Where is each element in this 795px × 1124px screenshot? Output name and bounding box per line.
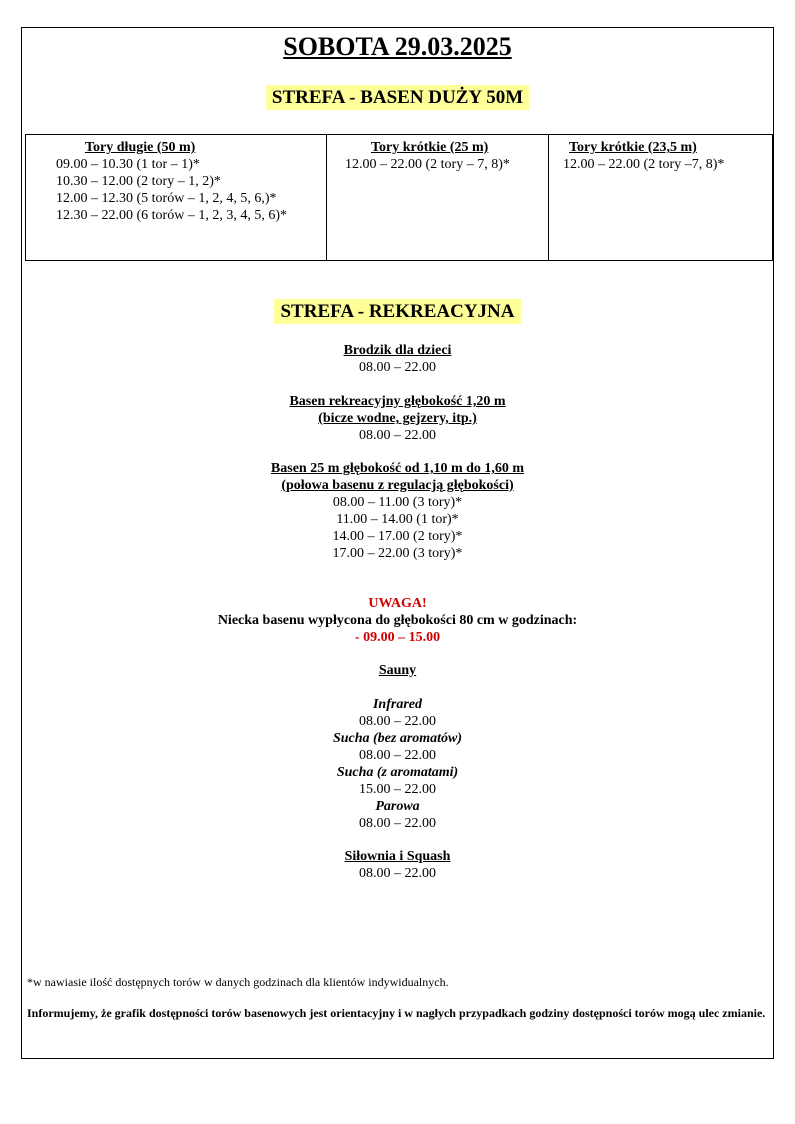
sauna-hours: 08.00 – 22.00: [359, 816, 436, 831]
info-note: Informujemy, że grafik dostępności torów basenowych jest orientacyjny i w nagłych przypadkach godziny dostępności torów mogą ulec zmianie.: [27, 1006, 766, 1020]
pool25-subtitle: (połowa basenu z regulacją głębokości): [281, 478, 514, 493]
gym-title: Siłownia i Squash: [344, 849, 451, 864]
gym-hours: 08.00 – 22.00: [359, 866, 436, 881]
lanes-column-short-25: [326, 135, 548, 260]
gym-section: [0, 848, 795, 882]
lane-row: 12.00 – 22.00 (2 tory –7, 8)*: [563, 157, 725, 172]
sauna-name: Infrared: [372, 697, 422, 712]
sauna-hours: 08.00 – 22.00: [359, 714, 436, 729]
notice-label: UWAGA!: [368, 596, 427, 611]
lane-row: 12.00 – 22.00 (2 tory – 7, 8)*: [345, 157, 510, 172]
pool25-section: [0, 460, 795, 562]
column-header: Tory długie (50 m): [85, 140, 196, 155]
saunas-title: Sauny: [378, 663, 417, 678]
lanes-column-short-23-5: [548, 135, 772, 260]
saunas-section: [0, 662, 795, 832]
page-title: SOBOTA 29.03.2025: [283, 32, 512, 61]
pool25-row: 17.00 – 22.00 (3 tory)*: [332, 546, 463, 561]
footnote: *w nawiasie ilość dostępnych torów w danych godzinach dla klientów indywidualnych.: [27, 975, 449, 989]
notice-text: Niecka basenu wypłycona do głębokości 80 cm w godzinach:: [217, 613, 578, 628]
zone-recreation-heading: STREFA - REKREACYJNA: [0, 301, 795, 323]
lane-row: 09.00 – 10.30 (1 tor – 1)*: [56, 157, 200, 172]
kids-pool-hours: 08.00 – 22.00: [359, 360, 436, 375]
pool25-row: 14.00 – 17.00 (2 tory)*: [332, 529, 463, 544]
pool25-title: Basen 25 m głębokość od 1,10 m do 1,60 m: [270, 461, 525, 476]
lanes-column-long: [26, 135, 326, 260]
sauna-hours: 15.00 – 22.00: [359, 782, 436, 797]
kids-pool-section: [0, 342, 795, 376]
rec-pool-section: [0, 393, 795, 444]
sauna-name: Sucha (bez aromatów): [332, 731, 463, 746]
notice-hours: - 09.00 – 15.00: [354, 630, 441, 645]
zone-large-pool-heading: STREFA - BASEN DUŻY 50M: [0, 87, 795, 109]
lanes-table: [25, 134, 773, 261]
sauna-name: Sucha (z aromatami): [336, 765, 459, 780]
sauna-name: Parowa: [375, 799, 420, 814]
column-header: Tory krótkie (25 m): [371, 140, 489, 155]
rec-pool-hours: 08.00 – 22.00: [359, 428, 436, 443]
notice-section: [0, 595, 795, 646]
lane-row: 12.30 – 22.00 (6 torów – 1, 2, 3, 4, 5, 6)*: [56, 208, 287, 223]
pool25-row: 08.00 – 11.00 (3 tory)*: [332, 495, 463, 510]
lane-row: 12.00 – 12.30 (5 torów – 1, 2, 4, 5, 6,)*: [56, 191, 277, 206]
rec-pool-title: Basen rekreacyjny głębokość 1,20 m: [289, 394, 506, 409]
rec-pool-subtitle: (bicze wodne, gejzery, itp.): [318, 411, 477, 426]
pool25-row: 11.00 – 14.00 (1 tor)*: [336, 512, 459, 527]
column-header: Tory krótkie (23,5 m): [569, 140, 697, 155]
sauna-hours: 08.00 – 22.00: [359, 748, 436, 763]
lane-row: 10.30 – 12.00 (2 tory – 1, 2)*: [56, 174, 221, 189]
kids-pool-title: Brodzik dla dzieci: [343, 343, 452, 358]
